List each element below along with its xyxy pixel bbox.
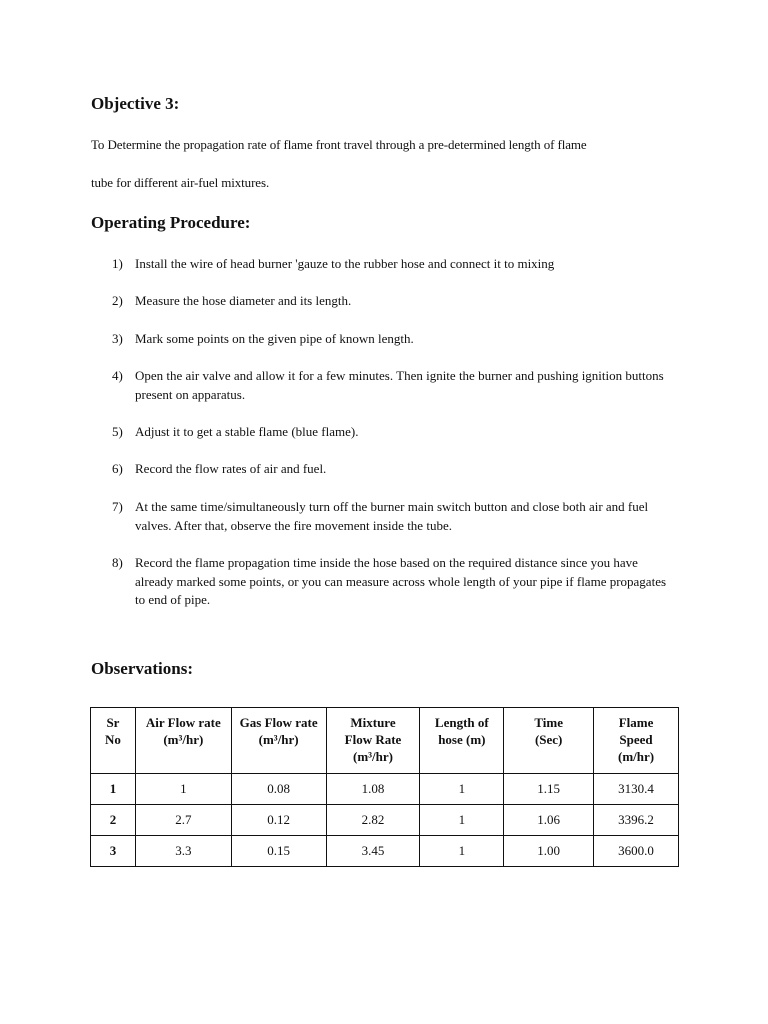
column-header-gas-flow-rate: Gas Flow rate (m³/hr)	[231, 708, 326, 774]
procedure-step	[112, 460, 672, 479]
step-number: 2)	[112, 293, 123, 308]
step-number: 8)	[112, 555, 123, 570]
observations-table	[90, 707, 679, 867]
procedure-step	[112, 367, 672, 404]
column-header-air-flow-rate: Air Flow rate (m³/hr)	[135, 708, 231, 774]
table-cell-length-of-hose: 1	[420, 774, 504, 805]
table-row	[91, 774, 679, 805]
step-text: Install the wire of head burner 'gauze to the rubber hose and connect it to mixing	[135, 256, 555, 271]
table-cell-time: 1.00	[504, 836, 594, 867]
table-cell-length-of-hose: 1	[420, 805, 504, 836]
table-cell-flame-speed: 3600.0	[594, 836, 679, 867]
step-number: 6)	[112, 461, 123, 476]
procedure-step	[112, 498, 672, 535]
table-cell-flame-speed: 3396.2	[594, 805, 679, 836]
step-text: Record the flow rates of air and fuel.	[135, 461, 327, 476]
step-text: Mark some points on the given pipe of known length.	[135, 331, 414, 346]
table-cell-sr-no: 3	[91, 836, 136, 867]
procedure-heading: Operating Procedure:	[91, 213, 251, 232]
table-cell-mixture-flow-rate: 2.82	[326, 805, 420, 836]
table-header-row	[91, 708, 679, 774]
table-cell-sr-no: 2	[91, 805, 136, 836]
table-cell-air-flow-rate: 3.3	[135, 836, 231, 867]
column-header-length-of-hose: Length of hose (m)	[420, 708, 504, 774]
step-number: 4)	[112, 368, 123, 383]
table-cell-gas-flow-rate: 0.08	[231, 774, 326, 805]
procedure-step	[112, 423, 672, 442]
step-text: Record the flame propagation time inside the hose based on the required distance since you have already marked some points, or you can measure across whole length of your pipe if flame propagates to end of pipe.	[135, 555, 667, 607]
column-header-time: Time (Sec)	[504, 708, 594, 774]
column-header-mixture-flow-rate: Mixture Flow Rate (m³/hr)	[326, 708, 420, 774]
table-cell-flame-speed: 3130.4	[594, 774, 679, 805]
step-text: Measure the hose diameter and its length.	[135, 293, 352, 308]
table-cell-gas-flow-rate: 0.15	[231, 836, 326, 867]
table-cell-sr-no: 1	[91, 774, 136, 805]
table-cell-length-of-hose: 1	[420, 836, 504, 867]
procedure-step	[112, 554, 672, 610]
column-header-flame-speed: Flame Speed (m/hr)	[594, 708, 679, 774]
step-number: 7)	[112, 499, 123, 514]
step-number: 5)	[112, 424, 123, 439]
table-cell-air-flow-rate: 2.7	[135, 805, 231, 836]
table-cell-mixture-flow-rate: 3.45	[326, 836, 420, 867]
step-text: Open the air valve and allow it for a few minutes. Then ignite the burner and pushing ignition buttons present on apparatus.	[135, 368, 664, 402]
step-number: 1)	[112, 256, 123, 271]
table-cell-time: 1.15	[504, 774, 594, 805]
procedure-step	[112, 255, 672, 274]
table-row	[91, 805, 679, 836]
step-text: At the same time/simultaneously turn off the burner main switch button and close both air and fuel valves. After that, observe the fire movement inside the tube.	[135, 499, 649, 533]
observations-heading: Observations:	[91, 659, 193, 678]
step-number: 3)	[112, 331, 123, 346]
objective-heading: Objective 3:	[91, 94, 180, 113]
table-cell-time: 1.06	[504, 805, 594, 836]
table-cell-air-flow-rate: 1	[135, 774, 231, 805]
table-row	[91, 836, 679, 867]
objective-text-line-2: tube for different air-fuel mixtures.	[91, 175, 270, 190]
table-cell-gas-flow-rate: 0.12	[231, 805, 326, 836]
table-cell-mixture-flow-rate: 1.08	[326, 774, 420, 805]
objective-text-line-1: To Determine the propagation rate of flame front travel through a pre-determined length of flame	[91, 137, 587, 152]
column-header-sr-no: Sr No	[91, 708, 136, 774]
procedure-step	[112, 330, 672, 349]
procedure-step	[112, 292, 672, 311]
step-text: Adjust it to get a stable flame (blue flame).	[135, 424, 359, 439]
